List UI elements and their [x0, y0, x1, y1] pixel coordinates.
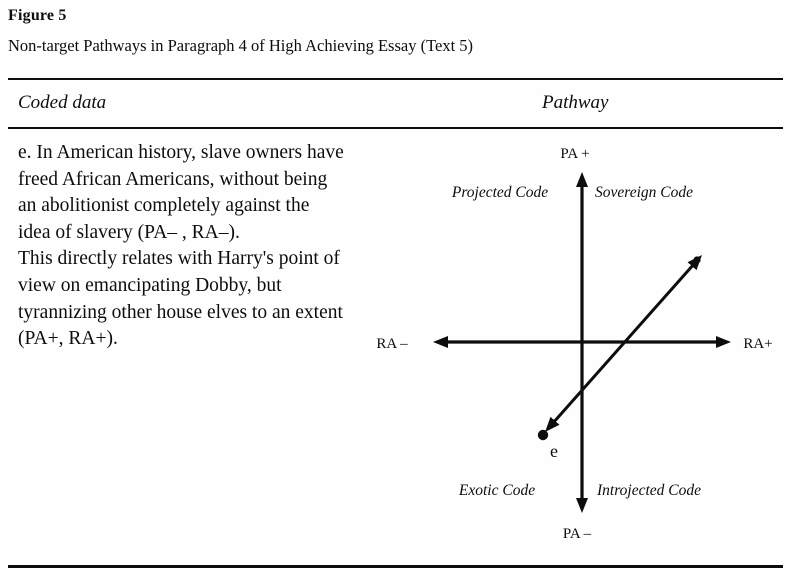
quadrant-label-projected-code: Projected Code — [451, 184, 549, 201]
table-bottom-rule — [8, 565, 783, 568]
coded-data-line: e. In American history, slave owners have — [18, 142, 344, 163]
figure-title: Non-target Pathways in Paragraph 4 of High Achieving Essay (Text 5) — [8, 36, 474, 55]
quadrant-label-sovereign-code: Sovereign Code — [595, 184, 693, 201]
figure-label: Figure 5 — [8, 7, 67, 24]
coded-data-line: (PA+, RA+). — [18, 328, 118, 350]
quadrant-label-exotic-code: Exotic Code — [458, 482, 536, 499]
arrow-tip-dot — [693, 256, 700, 263]
coded-data-line: This directly relates with Harry's point of — [18, 248, 340, 270]
coded-data-line: view on emancipating Dobby, but — [18, 274, 282, 296]
axis-label-pa-minus: PA – — [562, 526, 592, 542]
axis-label-pa-plus: PA + — [560, 146, 590, 162]
coded-data-line: idea of slavery (PA– , RA–). — [18, 221, 240, 243]
point-e-label: e — [550, 441, 558, 461]
axis-label-ra-minus: RA – — [376, 336, 408, 352]
point-e-dot — [538, 430, 548, 440]
coded-data-line: freed African Americans, without being — [18, 168, 328, 190]
column-header-coded-data: Coded data — [18, 92, 107, 113]
quadrant-label-introjected-code: Introjected Code — [596, 482, 702, 499]
axis-label-ra-plus: RA+ — [743, 336, 773, 352]
column-header-pathway: Pathway — [542, 92, 609, 113]
coded-data-line: tyrannizing other house elves to an extent — [18, 301, 343, 323]
coded-data-line: an abolitionist completely against the — [18, 195, 310, 217]
